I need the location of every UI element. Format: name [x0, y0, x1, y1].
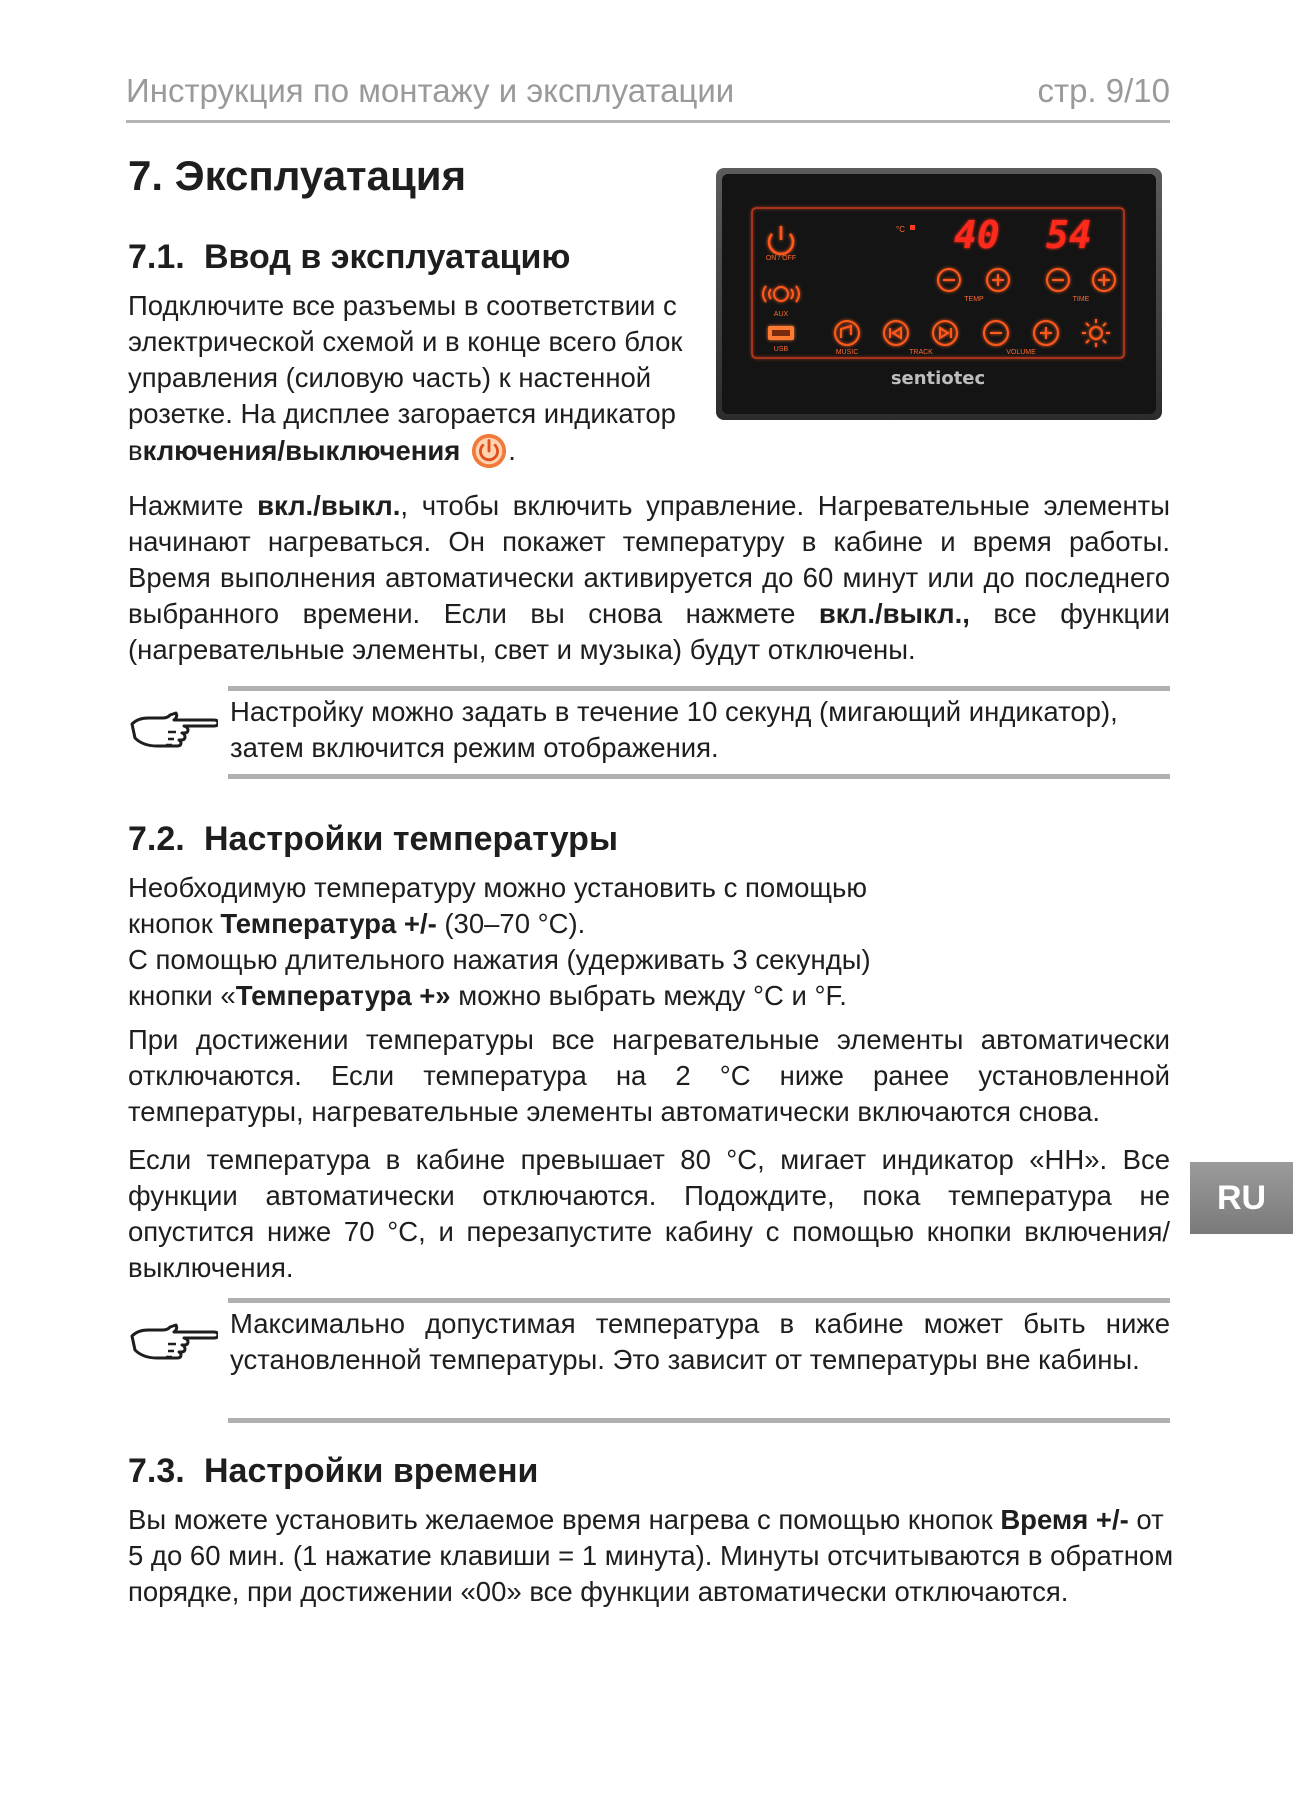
- page-number: стр. 9/10: [1037, 72, 1170, 109]
- text-run: Нажмите: [128, 490, 258, 521]
- text-run: можно выбрать между °C и °F.: [450, 980, 847, 1011]
- section-title: Ввод в эксплуатацию: [204, 238, 571, 276]
- temperature-paragraph-1: [128, 870, 948, 942]
- note-rule-bottom: [228, 774, 1170, 779]
- bold-run: Температура +/-: [220, 908, 437, 939]
- panel-temp-display: 40: [954, 213, 1000, 257]
- panel-time-display: 54: [1046, 213, 1092, 257]
- bold-run: вкл./выкл.: [257, 490, 401, 521]
- panel-degree-label: °C: [896, 225, 905, 234]
- text-run: все функции (нагревательные элементы, свет и музыка) будут отключены.: [128, 598, 1170, 665]
- panel-label-aux: AUX: [773, 311, 789, 318]
- panel-label-time: TIME: [1072, 296, 1090, 303]
- intro-paragraph: [128, 288, 698, 470]
- note-rule-top: [228, 686, 1170, 691]
- section-title: Настройки температуры: [204, 820, 618, 858]
- section-number: 7.3.: [128, 1452, 185, 1490]
- panel-label-temp: TEMP: [964, 296, 984, 303]
- bold-run: Время +/-: [1000, 1504, 1129, 1535]
- section-title: Настройки времени: [204, 1452, 539, 1490]
- chapter-title: 7. Эксплуатация: [128, 152, 467, 199]
- note-2: [128, 1298, 1170, 1424]
- panel-indicator-dot: [910, 225, 915, 230]
- temperature-paragraph-3: При достижении температуры все нагревательные элементы автоматически отключаются. Если температура на 2 °C ниже ранее установленной температуры, нагревательные элементы автоматически включаются снова.: [128, 1024, 1170, 1127]
- temperature-paragraph-2: [128, 942, 948, 1014]
- intro-end: .: [508, 435, 516, 466]
- panel-label-track: TRACK: [909, 349, 933, 356]
- section-number: 7.2.: [128, 820, 185, 858]
- time-paragraph: [128, 1502, 1178, 1610]
- panel-label-onoff: ON / OFF: [765, 255, 797, 262]
- panel-label-volume: VOLUME: [1006, 349, 1036, 356]
- panel-label-usb: USB: [773, 346, 789, 353]
- note-1: [128, 686, 1170, 780]
- text-run: Необходимую температуру можно установить с помощью кнопок: [128, 872, 867, 939]
- operation-paragraph: [128, 488, 1170, 668]
- panel-usb-icon: [768, 326, 794, 340]
- note-2-text: Максимально допустимая температура в кабине может быть ниже установленной температуры. Это зависит от температуры вне кабины.: [230, 1308, 1170, 1375]
- panel-brand-logo: sentiotec: [890, 368, 986, 389]
- document-title: Инструкция по монтажу и эксплуатации: [126, 72, 735, 109]
- note-rule-bottom: [228, 1418, 1170, 1423]
- language-tab: RU: [1190, 1162, 1293, 1234]
- note-1-text: Настройку можно задать в течение 10 секунд (мигающий индикатор), затем включится режим отображения.: [230, 696, 1118, 763]
- intro-text: Подключите все разъемы в соответствии с электрической схемой и в конце всего блок управления (силовую часть) к настенной розетке. На дисплее загорается индикатор в: [128, 290, 683, 466]
- temperature-paragraph-4: Если температура в кабине превышает 80 °C, мигает индикатор «HH». Все функции автоматически отключаются. Подождите, пока температура не опустится ниже 70 °C, и перезапустите кабину с помощью кнопки включения/выключения.: [128, 1144, 1170, 1283]
- text-run: Вы можете установить желаемое время нагрева с помощью кнопок: [128, 1504, 1001, 1535]
- section-number: 7.1.: [128, 238, 185, 276]
- text-run: , чтобы включить управление. Нагревательные элементы начинают нагреваться. Он покажет температуру в кабине и время работы. Время выполнения автоматически активируется до 60 минут или до последнего выбранного времени. Если вы снова нажмете: [128, 490, 1170, 629]
- power-icon: [470, 432, 508, 470]
- section-7-2-heading: [128, 820, 618, 859]
- note-rule-top: [228, 1298, 1170, 1303]
- page-header: [126, 68, 1170, 123]
- panel-label-music: MUSIC: [835, 349, 859, 356]
- text-run: от 5 до 60 мин. (1 нажатие клавиши = 1 минута). Минуты отсчитываются в обратном порядке, при достижении «00» все функции автоматически отключаются.: [128, 1504, 1174, 1607]
- section-7-3-heading: [128, 1452, 538, 1491]
- text-run: (30–70 °C).: [436, 908, 586, 939]
- text-run: С помощью длительного нажатия (удерживать 3 секунды) кнопки «: [128, 944, 871, 1011]
- section-7-1-heading: [128, 238, 570, 277]
- intro-bold: ключения/выключения: [142, 435, 461, 466]
- pointing-hand-icon: [128, 1318, 218, 1368]
- control-panel-image: [716, 168, 1162, 420]
- bold-run: вкл./выкл.,: [818, 598, 970, 629]
- pointing-hand-icon: [128, 706, 218, 756]
- bold-run: Температура +»: [235, 980, 451, 1011]
